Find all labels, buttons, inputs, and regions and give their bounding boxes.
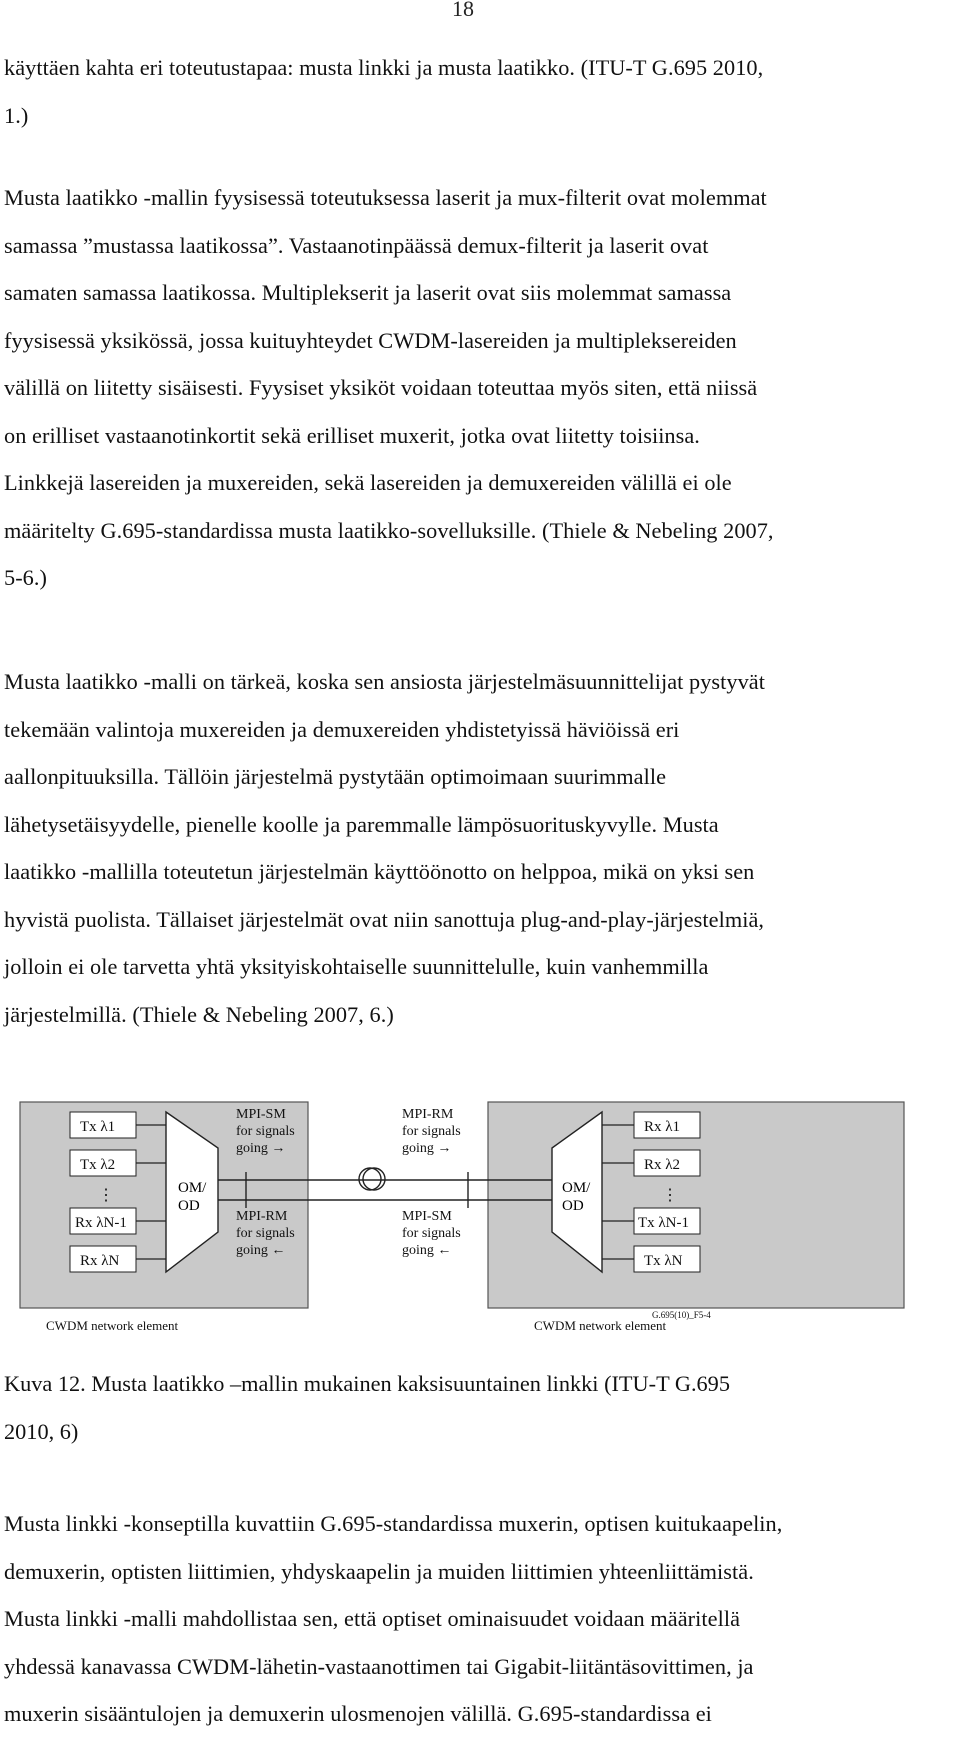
text-line: Linkkejä lasereiden ja muxereiden, sekä lasereiden ja demuxereiden välillä ei ole xyxy=(4,470,732,495)
text-line: tekemään valintoja muxereiden ja demuxereiden yhdistetyissä häviöissä eri xyxy=(4,716,680,742)
text-line: laatikko -mallilla toteutetun järjestelmän käyttöönotto on helppoa, mikä on yksi sen xyxy=(4,859,755,884)
mpi-label: for signals xyxy=(402,1226,461,1241)
mpi-label: MPI-RM xyxy=(236,1209,288,1224)
ellipsis: ⋮ xyxy=(662,1187,678,1204)
text-line: aallonpituuksilla. Tällöin järjestelmä pystytään optimoimaan suurimmalle xyxy=(4,764,667,789)
text-line: samassa ”mustassa laatikossa”. Vastaanotinpäässä demux-filterit ja laserit ovat xyxy=(4,232,709,258)
text-line: demuxerin, optisten liittimien, yhdyskaapelin ja muiden liittimien yhteenliittämistä. xyxy=(4,1558,754,1584)
mpi-label: going ← xyxy=(402,1243,452,1258)
text-line: Musta laatikko -mallin fyysisessä toteutuksessa laserit ja mux-filterit ovat molemmat xyxy=(4,185,767,210)
paragraph-4 xyxy=(4,1500,956,1738)
left-box-label: Rx λN-1 xyxy=(75,1215,127,1231)
element-label: CWDM network element xyxy=(534,1318,667,1333)
right-box-label: Tx λN-1 xyxy=(638,1215,690,1231)
right-box-label: Rx λ2 xyxy=(644,1157,681,1173)
text-line: samaten samassa laatikossa. Multiplekserit ja laserit ovat siis molemmat samassa xyxy=(4,280,732,305)
left-box-label: Tx λ1 xyxy=(80,1119,116,1135)
text-line: lähetysetäisyydelle, pienelle koolle ja paremmalle lämpösuorituskyvylle. Musta xyxy=(4,811,719,837)
element-label: CWDM network element xyxy=(46,1318,179,1333)
text-line: järjestelmillä. (Thiele & Nebeling 2007, 6.) xyxy=(4,1001,394,1027)
text-line: 5-6.) xyxy=(4,565,47,590)
right-box-label: Tx λN xyxy=(644,1253,683,1269)
right-box-label: Rx λ1 xyxy=(644,1119,681,1135)
mpi-label: going → xyxy=(402,1141,452,1156)
mpi-label: going → xyxy=(236,1141,286,1156)
right-mux-label: OM/ xyxy=(562,1180,591,1196)
text-line: muxerin sisääntulojen ja demuxerin ulosmenojen välillä. G.695-standardissa ei xyxy=(4,1701,712,1726)
mpi-label: for signals xyxy=(236,1124,295,1139)
text-line: on erilliset vastaanotinkortit sekä erilliset muxerit, jotka ovat liitetty toisiinsa. xyxy=(4,422,700,448)
text-line: yhdessä kanavassa CWDM-lähetin-vastaanottimen tai Gigabit-liitäntäsovittimen, ja xyxy=(4,1653,754,1679)
mpi-label: MPI-RM xyxy=(402,1107,454,1122)
text-line: Musta laatikko -malli on tärkeä, koska sen ansiosta järjestelmäsuunnittelijat pystyvät xyxy=(4,669,765,694)
caption-line: 2010, 6) xyxy=(4,1418,79,1444)
ellipsis: ⋮ xyxy=(98,1187,114,1204)
figure-caption xyxy=(4,1360,956,1455)
paragraph-1 xyxy=(4,44,956,139)
text-line: käyttäen kahta eri toteutustapaa: musta linkki ja musta laatikko. (ITU-T G.695 2010, xyxy=(4,55,764,80)
mpi-label: for signals xyxy=(236,1226,295,1241)
paragraph-3 xyxy=(4,658,956,1038)
cwdm-diagram xyxy=(18,1100,906,1340)
text-line: Musta linkki -malli mahdollistaa sen, että optiset ominaisuudet voidaan määritellä xyxy=(4,1606,741,1631)
mpi-label: MPI-SM xyxy=(402,1209,452,1224)
text-line: Musta linkki -konseptilla kuvattiin G.695-standardissa muxerin, optisen kuitukaapelin, xyxy=(4,1511,783,1536)
left-mux-label: OM/ xyxy=(178,1180,207,1196)
ref-code: G.695(10)_F5-4 xyxy=(652,1310,711,1320)
fiber-coil-icon xyxy=(359,1168,381,1190)
text-line: määritelty G.695-standardissa musta laatikko-sovelluksille. (Thiele & Nebeling 2007, xyxy=(4,517,774,543)
text-line: fyysisessä yksikössä, jossa kuituyhteydet CWDM-lasereiden ja multipleksereiden xyxy=(4,327,737,353)
mpi-label: MPI-SM xyxy=(236,1107,286,1122)
text-line: hyvistä puolista. Tällaiset järjestelmät ovat niin sanottuja plug-and-play-järjestelmiä, xyxy=(4,906,765,932)
caption-line: Kuva 12. Musta laatikko –mallin mukainen kaksisuuntainen linkki (ITU-T G.695 xyxy=(4,1371,730,1396)
mpi-label: for signals xyxy=(402,1124,461,1139)
page-number: 18 xyxy=(452,0,474,21)
text-line: välillä on liitetty sisäisesti. Fyysiset yksiköt voidaan toteuttaa myös siten, että niissä xyxy=(4,375,758,400)
left-mux-label: OD xyxy=(178,1198,200,1214)
paragraph-2 xyxy=(4,174,956,602)
right-mux-label: OD xyxy=(562,1198,584,1214)
text-line: 1.) xyxy=(4,102,29,128)
mpi-label: going ← xyxy=(236,1243,286,1258)
left-box-label: Tx λ2 xyxy=(80,1157,116,1173)
text-line: jolloin ei ole tarvetta yhtä yksityiskohtaiselle suunnittelulle, kuin vanhemmilla xyxy=(4,954,709,979)
left-box-label: Rx λN xyxy=(80,1253,120,1269)
